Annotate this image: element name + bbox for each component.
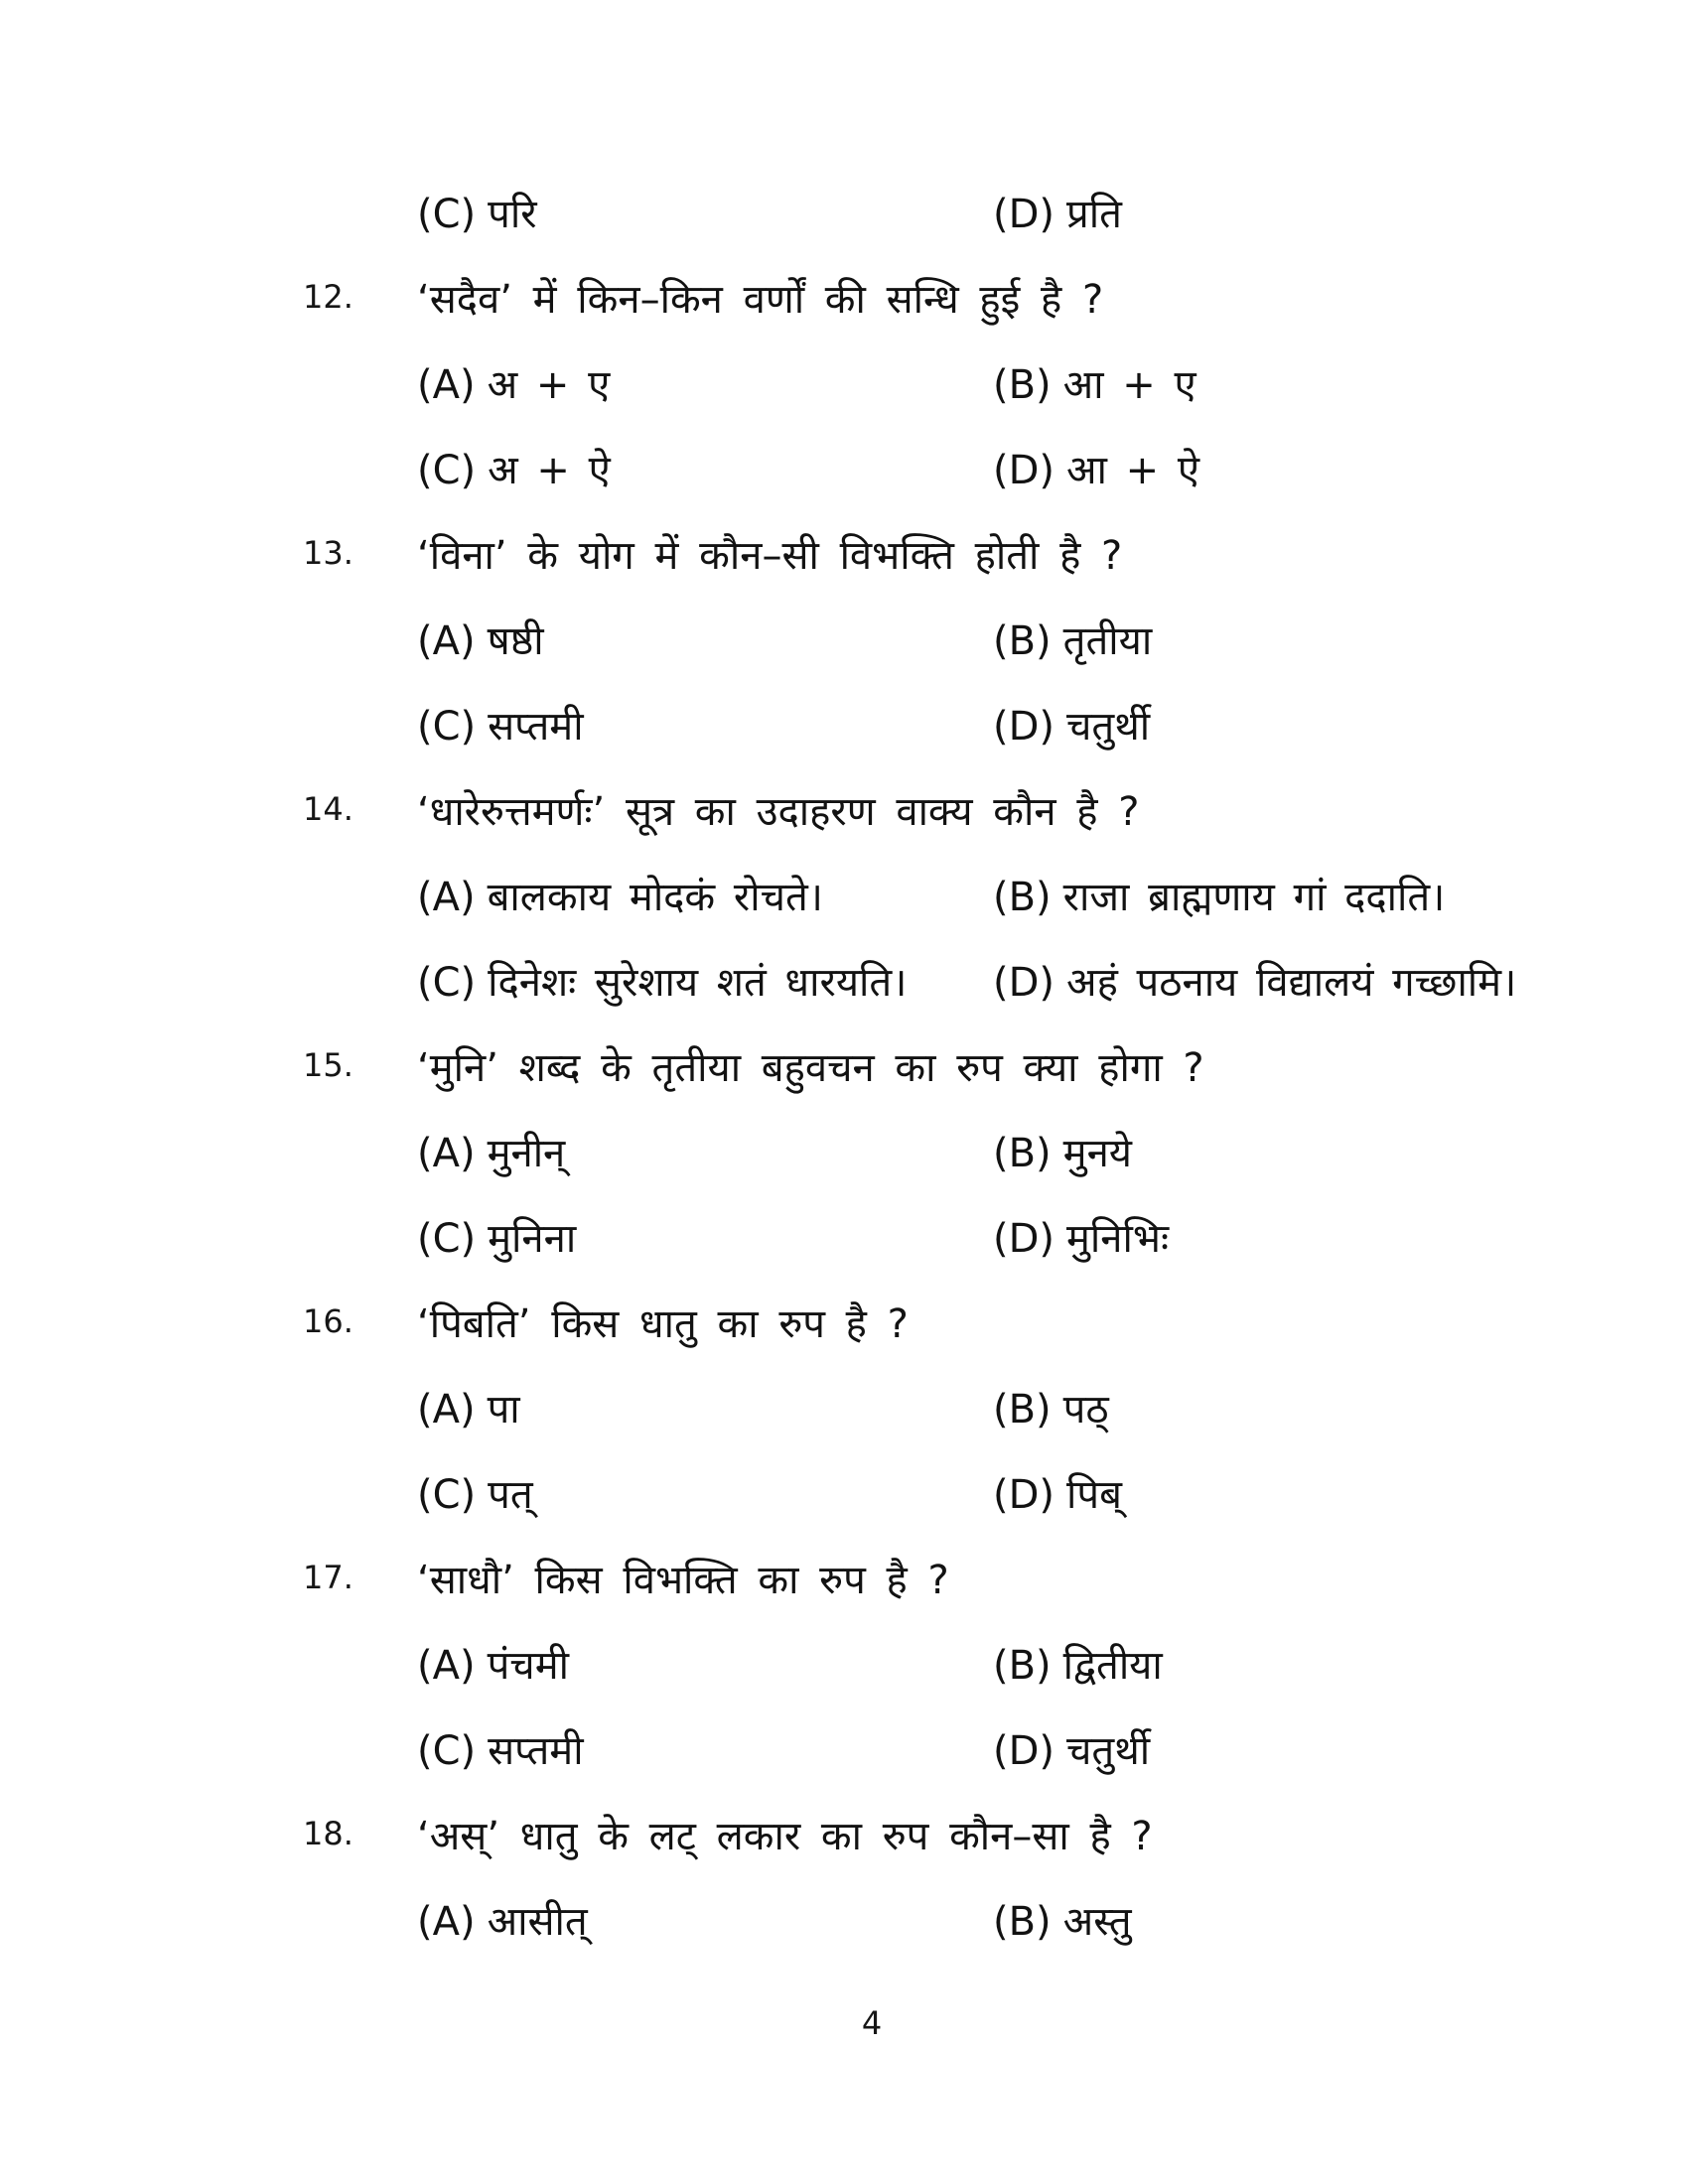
option-label: (D) [993, 1471, 1055, 1518]
option-label: (A) [417, 1898, 476, 1945]
option-text: अ + ए [487, 361, 611, 408]
carryover-option-c [417, 185, 993, 239]
option-label: (A) [417, 1642, 476, 1689]
q18-option-a [417, 1892, 993, 1947]
option-label: (B) [993, 1386, 1052, 1433]
question-16-options-cd [0, 1449, 1688, 1535]
question-14-options-cd [0, 937, 1688, 1023]
question-16-header [0, 1279, 1688, 1364]
option-text: आ + ए [1062, 361, 1196, 408]
option-text: द्वितीया [1062, 1642, 1163, 1689]
q17-option-d [993, 1721, 1688, 1776]
carryover-options-row [0, 169, 1688, 254]
option-text: षष्ठी [487, 617, 544, 664]
option-text: सप्तमी [488, 703, 584, 750]
q16-option-a [417, 1380, 993, 1434]
option-label: (A) [417, 617, 476, 664]
q15-option-b [993, 1124, 1688, 1178]
q13-option-b [993, 612, 1688, 666]
option-label: (C) [417, 1727, 477, 1774]
question-13-header [0, 510, 1688, 596]
option-text: आसीत् [487, 1898, 588, 1945]
question-number: 13. [303, 534, 353, 572]
option-text: सप्तमी [488, 1727, 584, 1774]
question-14-header [0, 766, 1688, 852]
option-text: परि [488, 191, 537, 237]
option-label: (B) [993, 1642, 1052, 1689]
option-label: (B) [993, 617, 1052, 664]
q14-option-d [993, 953, 1688, 1008]
q15-option-c [417, 1209, 993, 1264]
option-label: (C) [417, 959, 477, 1006]
question-number: 14. [303, 790, 353, 828]
q14-option-a [417, 868, 993, 922]
question-text: ‘सदैव’ में किन–किन वर्णों की सन्धि हुई है ? [417, 276, 1104, 323]
question-number: 17. [303, 1559, 353, 1596]
option-text: दिनेशः सुरेशाय शतं धारयति। [488, 959, 908, 1006]
option-label: (D) [993, 1215, 1055, 1262]
option-text: मुनीन् [487, 1130, 566, 1176]
question-text: ‘धारेरुत्तमर्णः’ सूत्र का उदाहरण वाक्य कौन है ? [417, 788, 1140, 835]
option-text: चतुर्थी [1066, 1727, 1151, 1774]
option-text: अ + ऐ [488, 447, 611, 493]
q16-option-b [993, 1380, 1688, 1434]
question-13-options-cd [0, 681, 1688, 766]
option-label: (C) [417, 191, 477, 237]
q15-option-d [993, 1209, 1688, 1264]
q16-option-d [993, 1465, 1688, 1520]
option-text: मुनये [1062, 1130, 1132, 1176]
question-17-options-ab [0, 1620, 1688, 1706]
option-label: (C) [417, 703, 477, 750]
q15-option-a [417, 1124, 993, 1178]
q12-option-c [417, 441, 993, 495]
page-number: 4 [861, 2004, 883, 2042]
q13-option-a [417, 612, 993, 666]
option-text: पा [487, 1386, 520, 1433]
option-text: चतुर्थी [1066, 703, 1151, 750]
option-label: (B) [993, 874, 1052, 920]
question-13-options-ab [0, 596, 1688, 681]
option-label: (A) [417, 361, 476, 408]
option-label: (A) [417, 874, 476, 920]
question-15-options-cd [0, 1193, 1688, 1279]
option-label: (D) [993, 191, 1055, 237]
option-label: (B) [993, 1130, 1052, 1176]
question-12-header [0, 254, 1688, 340]
q13-option-c [417, 697, 993, 751]
question-text: ‘पिबति’ किस धातु का रुप है ? [417, 1300, 909, 1347]
q12-option-b [993, 355, 1688, 410]
q18-option-b [993, 1892, 1688, 1947]
question-number: 12. [303, 278, 353, 316]
q14-option-b [993, 868, 1688, 922]
q17-option-a [417, 1636, 993, 1691]
q17-option-b [993, 1636, 1688, 1691]
option-text: पत् [488, 1471, 533, 1518]
option-text: मुनिभिः [1066, 1215, 1170, 1262]
question-text: ‘मुनि’ शब्द के तृतीया बहुवचन का रुप क्या होगा ? [417, 1044, 1204, 1091]
option-label: (C) [417, 1215, 477, 1262]
option-label: (D) [993, 1727, 1055, 1774]
option-text: पिब् [1066, 1471, 1122, 1518]
option-label: (C) [417, 447, 477, 493]
option-text: राजा ब्राह्मणाय गां ददाति। [1062, 874, 1446, 920]
question-17-header [0, 1535, 1688, 1620]
option-label: (A) [417, 1386, 476, 1433]
option-text: बालकाय मोदकं रोचते। [487, 874, 823, 920]
option-label: (D) [993, 959, 1055, 1006]
question-number: 18. [303, 1815, 353, 1852]
option-text: अस्तु [1062, 1898, 1132, 1945]
question-18-header [0, 1791, 1688, 1876]
question-text: ‘साधौ’ किस विभक्ति का रुप है ? [417, 1557, 949, 1603]
q12-option-a [417, 355, 993, 410]
option-text: आ + ऐ [1066, 447, 1199, 493]
option-label: (B) [993, 1898, 1052, 1945]
q14-option-c [417, 953, 993, 1008]
option-label: (B) [993, 361, 1052, 408]
question-16-options-ab [0, 1364, 1688, 1449]
question-number: 15. [303, 1046, 353, 1084]
option-text: मुनिना [488, 1215, 577, 1262]
option-text: पंचमी [487, 1642, 569, 1689]
question-18-options-ab [0, 1876, 1688, 1962]
carryover-option-d [993, 185, 1688, 239]
question-15-options-ab [0, 1108, 1688, 1193]
option-text: अहं पठनाय विद्यालयं गच्छामि। [1066, 959, 1517, 1006]
option-label: (C) [417, 1471, 477, 1518]
option-text: प्रति [1066, 191, 1122, 237]
question-text: ‘अस्’ धातु के लट् लकार का रुप कौन–सा है ? [417, 1813, 1153, 1859]
question-text: ‘विना’ के योग में कौन–सी विभक्ति होती है ? [417, 532, 1123, 579]
q17-option-c [417, 1721, 993, 1776]
question-15-header [0, 1023, 1688, 1108]
q13-option-d [993, 697, 1688, 751]
option-text: पठ् [1062, 1386, 1109, 1433]
question-12-options-cd [0, 425, 1688, 510]
option-text: तृतीया [1062, 617, 1153, 664]
question-14-options-ab [0, 852, 1688, 937]
q12-option-d [993, 441, 1688, 495]
option-label: (A) [417, 1130, 476, 1176]
q16-option-c [417, 1465, 993, 1520]
question-12-options-ab [0, 340, 1688, 425]
question-17-options-cd [0, 1706, 1688, 1791]
option-label: (D) [993, 703, 1055, 750]
option-label: (D) [993, 447, 1055, 493]
page-footer [0, 1993, 1688, 2053]
question-number: 16. [303, 1302, 353, 1340]
